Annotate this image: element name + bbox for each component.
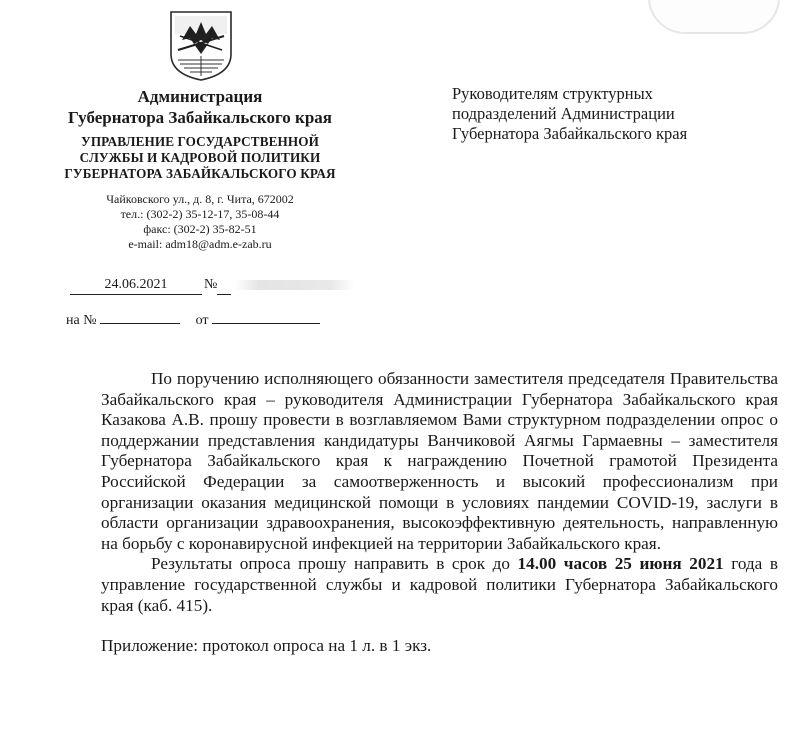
addressee-line2: подразделений Администрации	[452, 104, 675, 123]
number-blank	[217, 276, 231, 295]
deadline-text-end: года в управление государственной службы и кадровой политики Губернатора Забайкальского края (каб. 415).	[101, 554, 778, 615]
fax-text: факс: (302-2) 35-82-51	[143, 222, 257, 236]
deadline-text-start: Результаты опроса прошу направить в срок до	[151, 554, 518, 574]
address-text: Чайковского ул., д. 8, г. Чита, 672002	[106, 192, 294, 206]
reference-date-label: от	[195, 313, 209, 328]
email-text: e-mail: adm18@adm.e-zab.ru	[128, 237, 272, 251]
department-name	[20, 134, 380, 182]
reference-date-blank	[212, 309, 320, 324]
body-paragraph-1: По поручению исполняющего обязанности заместителя председателя Правительства Забайкальского края – руководителя Администрации Губернатора Забайкальского края Казакова А.В. прошу провести в возглавляемом Вами структурном подразделении опрос о поддержании представления кандидатуры Ванчиковой Аягмы Гармаевны – заместителя Губернатора Забайкальского края к награждению Почетной грамотой Президента Российской Федерации за самоотверженность и высокий профессионализм при организации оказания медицинской помощи в условиях пандемии COVID-19, заслуги в области организации здравоохранения, высокоэффективную деятельность, направленную на борьбу с коронавирусной инфекцией на территории Забайкальского края.	[101, 369, 778, 553]
department-line3: ГУБЕРНАТОРА ЗАБАЙКАЛЬСКОГО КРАЯ	[64, 166, 336, 181]
addressee-line1: Руководителям структурных	[452, 84, 653, 103]
redacted-number	[235, 280, 355, 290]
document-date: 24.06.2021	[70, 276, 202, 295]
coat-of-arms-icon	[168, 10, 234, 82]
addressee-line3: Губернатора Забайкальского края	[452, 124, 688, 143]
attachment-line: Приложение: протокол опроса на 1 л. в 1 экз.	[101, 636, 432, 656]
department-line2: СЛУЖБЫ И КАДРОВОЙ ПОЛИТИКИ	[79, 150, 321, 165]
registration-line	[70, 276, 370, 295]
phone-text: тел.: (302-2) 35-12-17, 35-08-44	[120, 207, 280, 221]
reference-number-label: на №	[66, 313, 97, 328]
sender-block	[20, 86, 380, 252]
contact-details	[20, 192, 380, 252]
corner-artifact	[648, 0, 780, 34]
number-label: №	[204, 277, 218, 292]
addressee-block	[452, 84, 772, 144]
body-paragraph-2	[101, 554, 778, 616]
reference-line	[66, 309, 320, 330]
org-name-line2: Губернатора Забайкальского края	[68, 108, 332, 127]
deadline-bold: 14.00 часов 25 июня 2021	[517, 554, 724, 574]
letter-body	[101, 369, 778, 657]
org-name-line1: Администрация	[137, 87, 263, 106]
department-line1: УПРАВЛЕНИЕ ГОСУДАРСТВЕННОЙ	[81, 134, 319, 149]
reference-number-blank	[100, 309, 180, 324]
